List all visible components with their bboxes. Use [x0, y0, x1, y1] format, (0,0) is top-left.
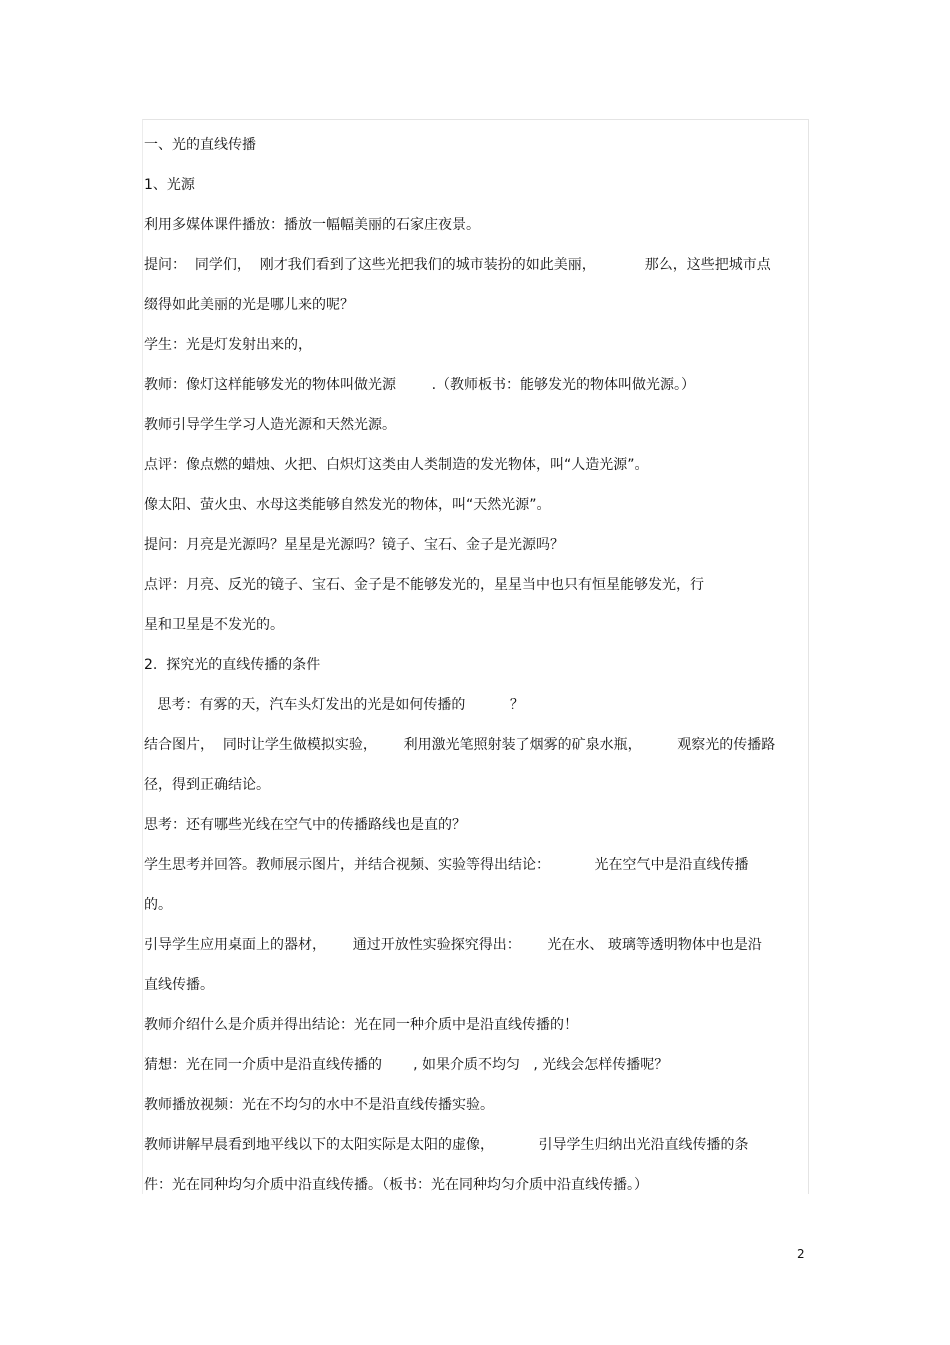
paragraph-line: 径，得到正确结论。 — [144, 777, 270, 793]
paragraph-line: 结合图片， 同时让学生做模拟实验， 利用激光笔照射装了烟雾的矿泉水瓶， 观察光的传播路 — [144, 737, 776, 753]
paragraph-line: 件：光在同种均匀介质中沿直线传播。（板书：光在同种均匀介质中沿直线传播。） — [144, 1177, 648, 1193]
paragraph-line: 教师介绍什么是介质并得出结论：光在同一种介质中是沿直线传播的！ — [144, 1017, 578, 1033]
paragraph-line: 猜想：光在同一介质中是沿直线传播的 , 如果介质不均匀 , 光线会怎样传播呢？ — [144, 1057, 669, 1073]
paragraph-line: 点评：月亮、反光的镜子、宝石、金子是不能够发光的，星星当中也只有恒星能够发光，行 — [144, 577, 704, 593]
paragraph-line: 引导学生应用桌面上的器材， 通过开放性实验探究得出： 光在水、 玻璃等透明物体中也是沿 — [144, 937, 762, 953]
paragraph-line: 像太阳、萤火虫、水母这类能够自然发光的物体，叫“天然光源”。 — [144, 497, 551, 513]
paragraph-line: 直线传播。 — [144, 977, 214, 993]
paragraph-line: 学生思考并回答。教师展示图片，并结合视频、实验等得出结论： 光在空气中是沿直线传播 — [144, 857, 749, 873]
paragraph-line: 利用多媒体课件播放：播放一幅幅美丽的石家庄夜景。 — [144, 217, 480, 233]
paragraph-line: 提问： 同学们， 刚才我们看到了这些光把我们的城市装扮的如此美丽， 那么，这些把城市点 — [144, 257, 771, 273]
paragraph-line: 的。 — [144, 897, 172, 913]
paragraph-line: 教师讲解早晨看到地平线以下的太阳实际是太阳的虚像， 引导学生归纳出光沿直线传播的条 — [144, 1137, 749, 1153]
paragraph-line: 教师引导学生学习人造光源和天然光源。 — [144, 417, 396, 433]
paragraph-line: 缀得如此美丽的光是哪儿来的呢？ — [144, 297, 354, 313]
paragraph-line: 教师播放视频：光在不均匀的水中不是沿直线传播实验。 — [144, 1097, 494, 1113]
paragraph-line: 思考：还有哪些光线在空气中的传播路线也是直的？ — [144, 817, 466, 833]
paragraph-line: 提问：月亮是光源吗？星星是光源吗？镜子、宝石、金子是光源吗？ — [144, 537, 564, 553]
paragraph-line: 学生：光是灯发射出来的， — [144, 337, 312, 353]
heading-section-1: 一、光的直线传播 — [144, 137, 256, 153]
paragraph-line: 点评：像点燃的蜡烛、火把、白炽灯这类由人类制造的发光物体，叫“人造光源”。 — [144, 457, 649, 473]
heading-light-source: 1、光源 — [144, 177, 195, 193]
page-number: 2 — [797, 1247, 805, 1261]
heading-propagation: 2. 探究光的直线传播的条件 — [144, 657, 321, 673]
paragraph-line: 思考：有雾的天，汽车头灯发出的光是如何传播的 ？ — [144, 697, 524, 713]
paragraph-line: 教师：像灯这样能够发光的物体叫做光源 .（教师板书：能够发光的物体叫做光源。） — [144, 377, 696, 393]
paragraph-line: 星和卫星是不发光的。 — [144, 617, 284, 633]
